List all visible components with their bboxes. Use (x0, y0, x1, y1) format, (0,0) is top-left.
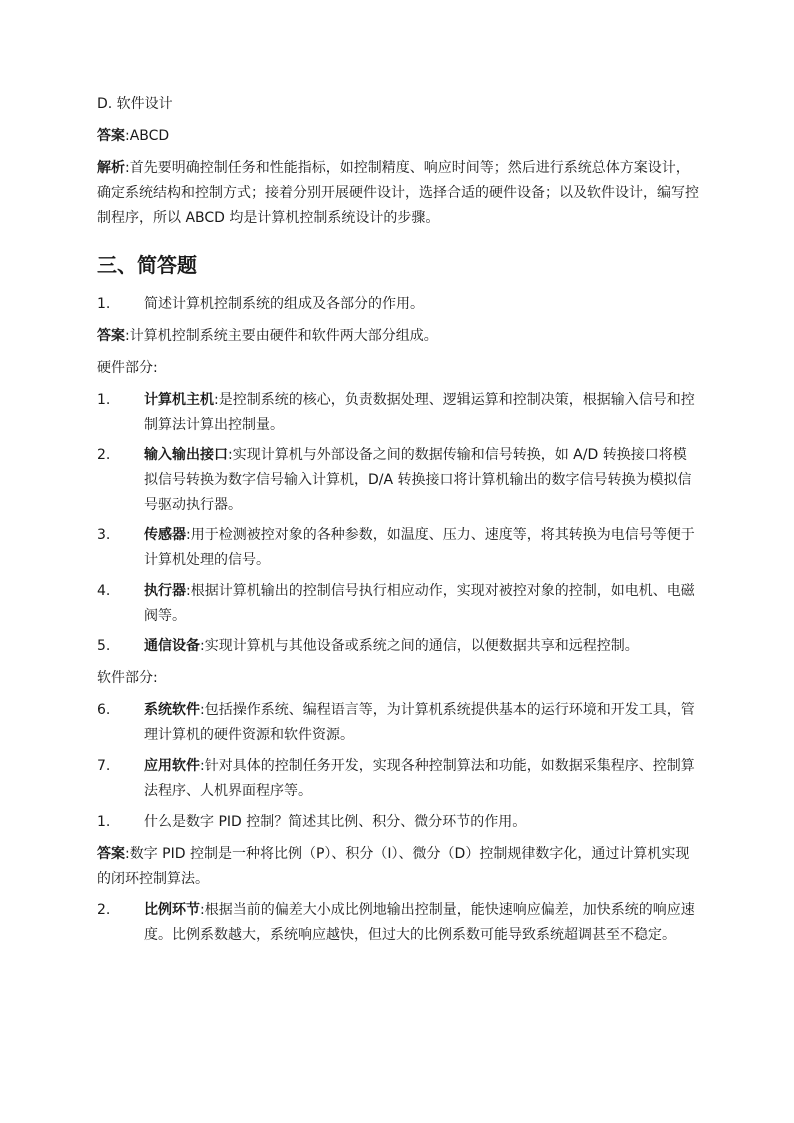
item-term: 通信设备 (144, 638, 200, 654)
answer-text: 数字 PID 控制是一种将比例（P）、积分（I）、微分（D）控制规律数字化，通过计算机实现的闭环控制算法。 (97, 846, 690, 887)
list-item-text (144, 634, 699, 659)
list-number: 2. (97, 447, 111, 463)
answer-line-2 (97, 324, 699, 349)
item-desc: 包括操作系统、编程语言等，为计算机系统提供基本的运行环境和开发工具，管理计算机的硬件资源和软件资源。 (144, 702, 695, 743)
list-item (97, 754, 699, 804)
list-item (97, 523, 699, 573)
list-item-text (144, 388, 699, 438)
item-desc: 根据计算机输出的控制信号执行相应动作，实现对被控对象的控制，如电机、电磁阀等。 (144, 583, 695, 624)
item-desc: 实现计算机与其他设备或系统之间的通信，以便数据共享和远程控制。 (204, 638, 639, 654)
list-item (97, 898, 699, 948)
list-number: 1. (97, 392, 111, 408)
list-number: 4. (97, 583, 111, 599)
list-item-text (144, 523, 699, 573)
list-item-text (144, 579, 699, 629)
list-item-text (144, 754, 699, 804)
answer-text: ABCD (129, 128, 170, 144)
list-item-text (144, 443, 699, 518)
list-number: 7. (97, 758, 111, 774)
item-sep: : (200, 902, 205, 918)
list-item-text (144, 898, 699, 948)
item-term: 执行器 (144, 583, 186, 599)
list-number: 3. (97, 527, 111, 543)
item-desc: 根据当前的偏差大小成比例地输出控制量，能快速响应偏差，加快系统的响应速度。比例系数越大，系统响应越快，但过大的比例系数可能导致系统超调甚至不稳定。 (144, 902, 695, 943)
item-sep: : (200, 758, 205, 774)
question-2 (97, 810, 699, 835)
list-item (97, 634, 699, 659)
list-item (97, 579, 699, 629)
answer-text: 计算机控制系统主要由硬件和软件两大部分组成。 (129, 328, 438, 344)
item-desc: 用于检测被控对象的各种参数，如温度、压力、速度等，将其转换为电信号等便于计算机处理的信号。 (144, 527, 695, 568)
answer-sep: : (125, 846, 130, 862)
analysis-text: 首先要明确控制任务和性能指标，如控制精度、响应时间等；然后进行系统总体方案设计，确定系统结构和控制方式；接着分别开展硬件设计，选择合适的硬件设备；以及软件设计，编写控制程序，所以 ABCD 均是计算机控制系统设计的步骤。 (97, 160, 699, 226)
analysis-label: 解析 (97, 160, 125, 176)
list-item (97, 698, 699, 748)
answer-sep: : (125, 128, 130, 144)
item-sep: : (200, 702, 205, 718)
item-term: 传感器 (144, 527, 186, 543)
answer-line-1 (97, 124, 699, 149)
item-term: 计算机主机 (144, 392, 214, 408)
list-item (97, 443, 699, 518)
list-number: 5. (97, 638, 111, 654)
item-sep: : (214, 392, 219, 408)
item-desc: 实现计算机与外部设备之间的数据传输和信号转换，如 A/D 转换接口将模拟信号转换为数字信号输入计算机，D/A 转换接口将计算机输出的数字信号转换为模拟信号驱动执行器。 (144, 447, 692, 513)
item-sep: : (200, 638, 205, 654)
software-label: 软件部分: (97, 670, 158, 686)
item-sep: : (186, 583, 191, 599)
answer-sep: : (125, 328, 130, 344)
item-term: 系统软件 (144, 702, 200, 718)
list-number: 1. (97, 296, 111, 312)
item-sep: : (228, 447, 233, 463)
item-sep: : (186, 527, 191, 543)
answer-line-3 (97, 842, 699, 892)
list-number: 6. (97, 702, 111, 718)
analysis-sep: : (125, 160, 130, 176)
answer-label: 答案 (97, 846, 125, 862)
item-term: 输入输出接口 (144, 447, 228, 463)
answer-label: 答案 (97, 328, 125, 344)
analysis-paragraph (97, 156, 699, 231)
option-d: D. 软件设计 (97, 96, 173, 112)
item-desc: 针对具体的控制任务开发，实现各种控制算法和功能，如数据采集程序、控制算法程序、人机界面程序等。 (144, 758, 695, 799)
list-number: 1. (97, 814, 111, 830)
item-term: 应用软件 (144, 758, 200, 774)
list-item-text (144, 698, 699, 748)
question-text: 简述计算机控制系统的组成及各部分的作用。 (144, 296, 424, 312)
item-desc: 是控制系统的核心，负责数据处理、逻辑运算和控制决策，根据输入信号和控制算法计算出控制量。 (144, 392, 695, 433)
answer-label: 答案 (97, 128, 125, 144)
section-title: 三、简答题 (97, 253, 197, 277)
list-item (97, 388, 699, 438)
question-text: 什么是数字 PID 控制？简述其比例、积分、微分环节的作用。 (144, 814, 527, 830)
item-term: 比例环节 (144, 902, 200, 918)
hardware-label: 硬件部分: (97, 360, 158, 376)
list-number: 2. (97, 902, 111, 918)
question-1 (97, 292, 699, 317)
